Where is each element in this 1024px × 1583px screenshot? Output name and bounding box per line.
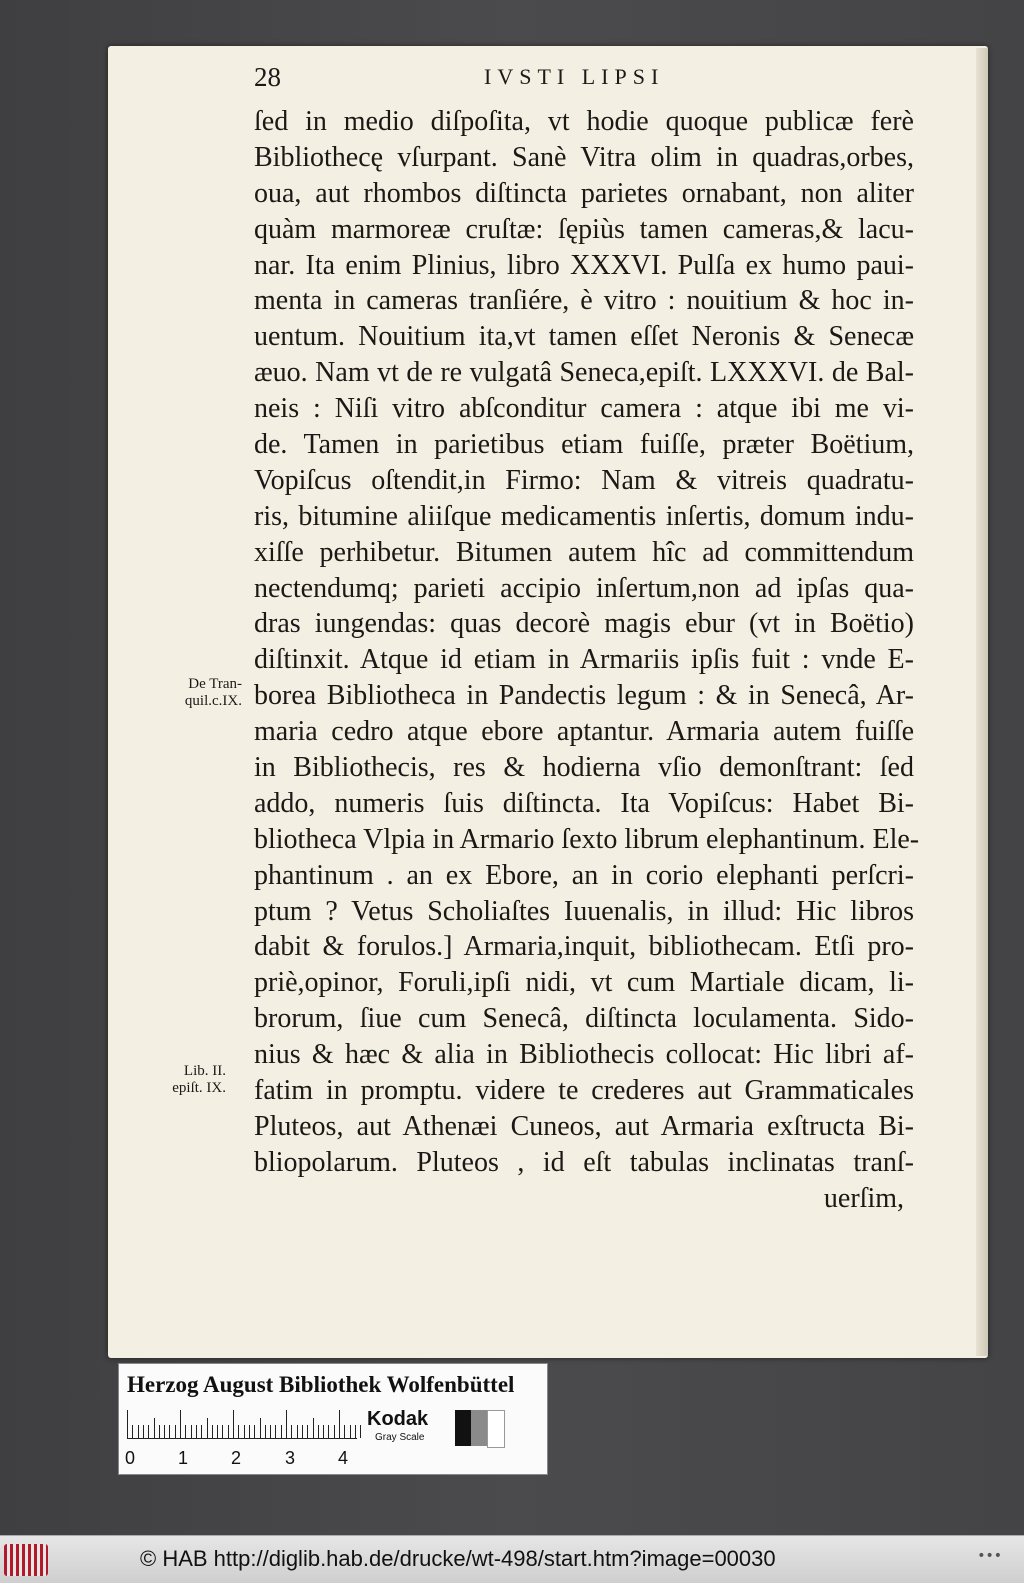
- ruler-tick: [132, 1425, 133, 1438]
- text-line: Vopiſcus oſtendit,in Firmo: Nam & vitreis quadratu-: [254, 464, 914, 496]
- page-number: 28: [254, 62, 281, 92]
- ruler-tick: [270, 1425, 271, 1438]
- more-options-icon[interactable]: •••: [977, 1548, 1002, 1564]
- ruler-tick: [207, 1418, 208, 1438]
- margin-note: De Tran- quil.c.IX.: [184, 676, 242, 709]
- page-edge: [976, 48, 988, 1356]
- ruler-tick: [254, 1425, 255, 1438]
- text-line: quàm marmoreæ cruſtæ: ſępiùs tamen cameras,& lacu-: [254, 213, 914, 245]
- scale-label: 0: [125, 1448, 136, 1468]
- ruler-tick: [339, 1410, 340, 1438]
- ruler-tick: [180, 1410, 181, 1438]
- ruler-tick: [249, 1425, 250, 1438]
- text-line: brorum, ſiue cum Senecâ, diſtincta loculamenta. Sido-: [254, 1003, 914, 1035]
- ruler-tick: [169, 1425, 170, 1438]
- page-header: [254, 60, 914, 94]
- text-line: menta in cameras tranſiére, è vitro : nouitium & hoc in-: [254, 285, 914, 317]
- ruler-tick: [154, 1418, 155, 1438]
- ruler-tick: [260, 1418, 261, 1438]
- text-line: dras iungendas: quas decorè magis ebur (vt in Boëtio): [254, 608, 914, 640]
- ruler-tick: [291, 1425, 292, 1438]
- text-line: æuo. Nam vt de re vulgatâ Seneca,epiſt. LXXXVI. de Bal-: [254, 357, 914, 389]
- text-line: diſtinxit. Atque id etiam in Armariis ipſis fuit : vnde E-: [254, 644, 914, 676]
- ruler-tick: [323, 1425, 324, 1438]
- footer-bar: [0, 1535, 1024, 1583]
- text-line: borea Bibliotheca in Pandectis legum : & in Senecâ, Ar-: [254, 680, 914, 712]
- ruler-tick: [222, 1425, 223, 1438]
- text-line: addo, numeris ſuis diſtincta. Ita Vopiſcus: Habet Bi-: [254, 787, 914, 819]
- text-line: xiſſe perhibetur. Bitumen autem hîc ad committendum: [254, 536, 914, 568]
- text-line: nectendumq; parieti accipio inſertum,non ad ipſas qua-: [254, 572, 914, 604]
- margin-note: Lib. II. epiſt. IX.: [172, 1063, 226, 1096]
- ruler-tick: [196, 1425, 197, 1438]
- kodak-logo: Kodak: [367, 1408, 429, 1430]
- text-line: bliopolarum. Pluteos , id eſt tabulas inclinatas tranſ-: [254, 1146, 914, 1178]
- text-line: phantinum . an ex Ebore, an in corio elephanti perſcri-: [254, 859, 914, 891]
- ruler-tick: [307, 1425, 308, 1438]
- ruler-tick: [313, 1418, 314, 1438]
- text-line: uentum. Nouitium ita,vt tamen eſſet Neronis & Senecæ: [254, 321, 914, 353]
- scale-ruler: [127, 1408, 357, 1439]
- copyright-link[interactable]: © HAB http://diglib.hab.de/drucke/wt-498/start.htm?image=00030: [140, 1546, 776, 1571]
- text-line: ſed in medio diſpoſita, vt hodie quoque publicæ ferè: [254, 106, 914, 137]
- text-line: nius & hæc & alia in Bibliothecis collocat: Hic libri af-: [254, 1039, 914, 1071]
- text-line: de. Tamen in parietibus etiam fuiſſe, præter Boëtium,: [254, 429, 914, 461]
- ruler-tick: [191, 1425, 192, 1438]
- text-line: nar. Ita enim Plinius, libro XXXVI. Pulſa ex humo paui-: [254, 249, 914, 281]
- text-line: in Bibliothecis, res & hodierna vſio demonſtrant: ſed: [254, 752, 914, 784]
- text-line: ris, bitumine aliiſque medicamentis inſertis, domum indu-: [254, 500, 914, 532]
- ruler-tick: [344, 1425, 345, 1438]
- ruler-tick: [212, 1425, 213, 1438]
- gray-patch-white: [487, 1410, 505, 1448]
- ruler-tick: [328, 1425, 329, 1438]
- ruler-tick: [175, 1425, 176, 1438]
- ruler-tick: [228, 1425, 229, 1438]
- ruler-tick: [281, 1425, 282, 1438]
- text-line: oua, aut rhombos diſtincta parietes ornabant, non aliter: [254, 177, 914, 209]
- ruler-tick: [185, 1425, 186, 1438]
- scale-label: 2: [231, 1448, 242, 1468]
- text-line: dabit & forulos.] Armaria,inquit, bibliothecam. Etſi pro-: [254, 931, 914, 963]
- hab-logo-icon[interactable]: [4, 1544, 48, 1576]
- scale-label: 3: [285, 1448, 296, 1468]
- ruler-tick: [318, 1425, 319, 1438]
- ruler-tick: [355, 1425, 356, 1438]
- library-color-card: [118, 1363, 548, 1475]
- ruler-tick: [238, 1425, 239, 1438]
- ruler-tick: [148, 1425, 149, 1438]
- ruler-tick: [265, 1425, 266, 1438]
- library-name: Herzog August Bibliothek Wolfenbüttel: [127, 1372, 515, 1397]
- ruler-tick: [138, 1425, 139, 1438]
- ruler-tick: [233, 1410, 234, 1438]
- ruler-tick: [350, 1425, 351, 1438]
- text-line: Bibliothecę vſurpant. Sanè Vitra olim in quadras,orbes,: [254, 141, 914, 173]
- text-line: priè,opinor, Foruli,ipſi nidi, vt cum Martiale dicam, li-: [254, 967, 914, 999]
- text-line: ptum ? Vetus Scholiaſtes Iuuenalis, in illud: Hic libros: [254, 895, 914, 927]
- ruler-tick: [334, 1425, 335, 1438]
- ruler-tick: [164, 1425, 165, 1438]
- ruler-tick: [286, 1410, 287, 1438]
- text-line: fatim in promptu. videre te crederes aut Grammaticales: [254, 1075, 914, 1107]
- ruler-tick: [201, 1425, 202, 1438]
- ruler-tick: [217, 1425, 218, 1438]
- text-line: bliotheca Vlpia in Armario ſexto librum elephantinum. Ele-: [254, 823, 920, 855]
- ruler-tick: [159, 1425, 160, 1438]
- ruler-tick: [127, 1410, 128, 1438]
- scale-label: 4: [338, 1448, 349, 1468]
- scale-label: 1: [178, 1448, 189, 1468]
- running-head: IVSTI LIPSI: [484, 64, 665, 89]
- text-line: neis : Niſi vitro abſconditur camera : atque ibi me vi-: [254, 393, 914, 425]
- ruler-tick: [297, 1425, 298, 1438]
- ruler-tick: [143, 1425, 144, 1438]
- ruler-tick: [275, 1425, 276, 1438]
- text-line: maria cedro atque ebore aptantur. Armaria autem fuiſſe: [254, 716, 914, 748]
- gray-patch-black: [455, 1410, 471, 1446]
- ruler-tick: [360, 1425, 361, 1438]
- gray-scale-label: Gray Scale: [375, 1432, 425, 1443]
- ruler-tick: [244, 1425, 245, 1438]
- catchword: uerſim,: [823, 1182, 904, 1214]
- body-text: [254, 104, 920, 1217]
- ruler-tick: [302, 1425, 303, 1438]
- text-line: Pluteos, aut Athenæi Cuneos, aut Armaria exſtructa Bi-: [254, 1110, 914, 1142]
- gray-patch-gray: [471, 1410, 487, 1446]
